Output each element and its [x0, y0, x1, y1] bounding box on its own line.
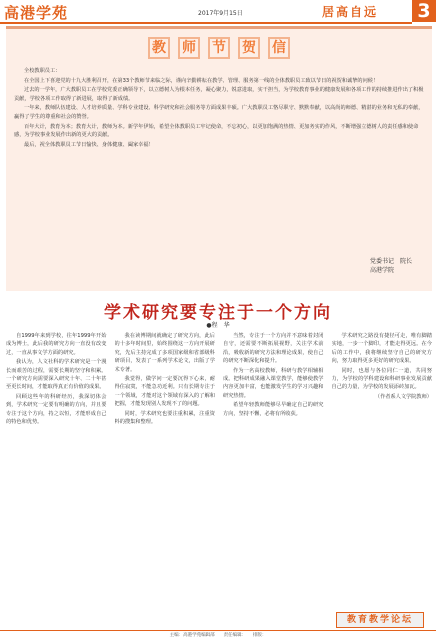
- title-char: 师: [178, 37, 200, 59]
- masthead-rule: [0, 22, 412, 24]
- paragraph: 同时，也愿与各位同仁一道，共同努力，为学校的学科建设和科研事业发展贡献自己的力量，为学校的发展添砖加瓦。: [331, 367, 432, 391]
- paragraph: 一年来，教师队伍建设、人才培养质量、学科专业建设、科学研究和社会服务等方面成果丰硕。广大教职员工恪尽职守、默默奉献，以高尚的师德、精湛的业务和无私的奉献，赢得了学生的尊重和社会的赞誉。: [14, 105, 424, 120]
- paragraph: 回顾这些年的科研经历，我深切体会到，学术研究一定要有明确的方向，并且要专注于这个方向，持之以恒，才能形成自己的特色和优势。: [6, 393, 107, 426]
- paragraph: 我认为，人文社科的学术研究是一个漫长而艰苦的过程，需要长期的坚守和积累。一个研究方向需要深入研究十年、二十年甚至更长时间，才能取得真正有价值的成果。: [6, 359, 107, 391]
- title-char: 教: [148, 37, 170, 59]
- paragraph: 学术研究之路没有捷径可走，唯有脚踏实地，一步一个脚印，才能走得更远。在今后的工作中，我将继续坚守自己的研究方向，努力取得更多更好的研究成果。: [331, 333, 432, 365]
- main-article-body: [6, 332, 432, 622]
- text-column: [332, 332, 433, 622]
- main-headline: 学术研究要专注于一个方向: [104, 303, 332, 323]
- text-column: [115, 332, 216, 622]
- lead-article: [6, 26, 432, 291]
- lead-article-body: [14, 67, 424, 150]
- byline: ●程 华: [206, 322, 230, 329]
- lead-article-title: [6, 37, 432, 59]
- paragraph: 希望年轻教师能够尽早确定自己的研究方向，坚持不懈，必将有所收获。: [223, 402, 324, 417]
- text-column: [6, 332, 107, 622]
- text-column: [223, 332, 324, 622]
- signature-school: 高港学院: [369, 267, 394, 274]
- paragraph: 全校教职员工：: [24, 68, 61, 74]
- title-char: 贺: [238, 37, 260, 59]
- paragraph: 同时，学术研究也要注重积累，注重资料的搜集和整理。: [114, 410, 215, 426]
- column-tag: 教育教学论坛: [336, 612, 424, 628]
- paragraph: 我在读博期间就确定了研究方向，此后的十多年时间里，始终围绕这一方向开展研究，先后主持完成了多项国家级和省部级科研项目，发表了一系列学术论文，出版了学术专著。: [114, 333, 215, 373]
- page-footer: 主编：高港学苑编辑部 责任编辑： 排版：: [0, 630, 436, 640]
- page-number: 3: [412, 0, 436, 22]
- lead-article-signature: [370, 257, 412, 275]
- title-char: 节: [208, 37, 230, 59]
- paragraph: 最后，祝全体教职员工节日愉快、身体健康、阖家幸福！: [24, 141, 154, 148]
- paragraph: 自1999年来到学校，往年1999年开始成为博士，此后我的研究方向一直没有改变过，一直从事文学方面的研究。: [6, 333, 107, 356]
- paper-name: 高港学苑: [4, 4, 69, 22]
- author-note: （作者系人文学院教师）: [374, 393, 432, 400]
- paragraph: 过去的一学年，广大教职员工在学校党委正确领导下，以立德树人为根本任务，凝心聚力，锐意进取，实干担当，为学校教育事业的健康发展和各项工作的持续推进作出了积极贡献，学校各项工作取得了新进展，取得了新成绩。: [14, 87, 424, 102]
- paragraph: 当然，专注于一个方向并不意味着封闭自守，还需要不断拓展视野，关注学术前沿，吸收新的研究方法和理论成果，使自己的研究不断深化和提升。: [223, 333, 324, 365]
- paragraph: 百年大计，教育为本；教育大计，教师为本。新学年伊始，希望全体教职员工牢记使命，不忘初心，以更加饱满的热情、更加务实的作风，不断增强立德树人的责任感和使命感，为学校事业发展作出新的更大的贡献。: [14, 123, 419, 139]
- issue-date: 2017年9月15日: [198, 10, 243, 17]
- section-title: 居高自远: [322, 5, 379, 19]
- signature-org: 党委书记 院长: [369, 258, 412, 265]
- title-char: 信: [268, 37, 290, 59]
- paragraph: 作为一名高校教师，科研与教学相辅相成。把科研成果融入课堂教学，能够使教学内容更加丰富，也能激发学生的学习兴趣和研究热情。: [223, 367, 324, 399]
- masthead: [0, 0, 436, 22]
- paragraph: 我觉得，做学问一定要沉得下心来，耐得住寂寞，不能急功近利。只有长期专注于一个领域，才能对这个领域有深入的了解和把握，才能发现别人发现不了的问题。: [114, 376, 215, 408]
- paragraph: 在全国上下喜迎党的十九大胜利召开，在第33个教师节来临之际，谨向辛勤耕耘在教学、管理、服务第一线的全体教职员工致以节日的祝贺和诚挚的问候！: [24, 77, 379, 84]
